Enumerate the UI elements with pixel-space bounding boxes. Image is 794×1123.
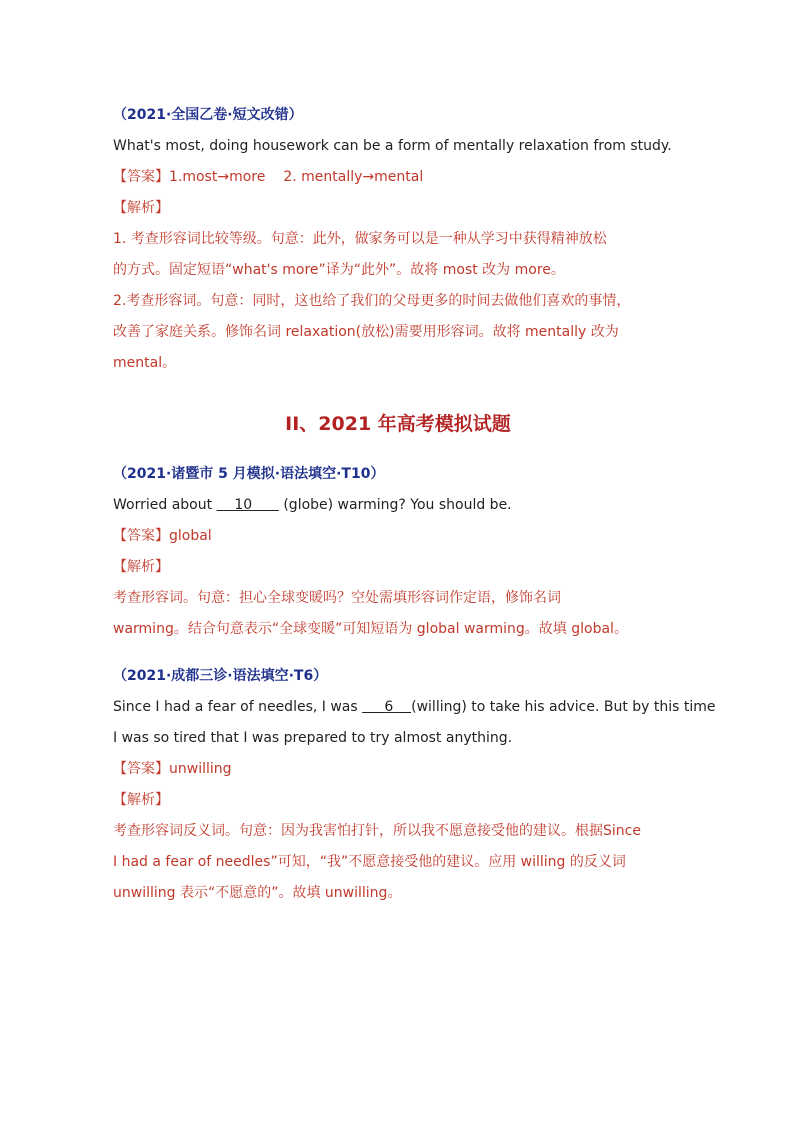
text-run: 。结合句意表示“全球变暖”可知短语为 bbox=[173, 621, 417, 637]
q3-source: （2021·成都三诊·语法填空·T6） bbox=[113, 668, 328, 684]
q1-answer-1: 1.most→more bbox=[169, 169, 266, 185]
q3-analysis-line1 bbox=[113, 816, 683, 847]
q1-analysis-2-line3 bbox=[113, 348, 683, 379]
text-run: 。 bbox=[550, 262, 565, 278]
q2-analysis-line2 bbox=[113, 614, 683, 645]
word-since: Since bbox=[603, 823, 641, 839]
word-global: global bbox=[571, 621, 614, 637]
q1-source: （2021·全国乙卷·短文改错） bbox=[113, 107, 303, 123]
text-run: 的反义词 bbox=[565, 854, 626, 870]
text-run: 。 bbox=[613, 621, 628, 637]
q1-analysis-label: 【解析】 bbox=[113, 200, 169, 216]
text-run: ”可知，“我”不愿意接受他的建议。应用 bbox=[270, 854, 521, 870]
q2-answer bbox=[113, 521, 683, 552]
q1-analysis-1-line2 bbox=[113, 255, 683, 286]
q2-sentence bbox=[113, 490, 683, 521]
blank-number: 6 bbox=[384, 699, 394, 715]
text-run: 考查形容词反义词。句意：因为我害怕打针，所以我不愿意接受他的建议。根据 bbox=[113, 823, 603, 839]
text-run: 改为 bbox=[586, 324, 619, 340]
text-run: 。 bbox=[387, 885, 402, 901]
word-unwilling-answer: unwilling bbox=[324, 885, 388, 901]
word-relaxation: relaxation bbox=[285, 324, 356, 340]
q1-analysis-2-line2 bbox=[113, 317, 683, 348]
q1-answer-label: 【答案】 bbox=[113, 169, 169, 185]
q1-analysis-2-line1: 2.考查形容词。句意：同时，这也给了我们的父母更多的时间去做他们喜欢的事情， bbox=[113, 293, 631, 309]
text-run: ”译为“此外”。故将 bbox=[318, 262, 443, 278]
answer-blank bbox=[217, 490, 279, 521]
answer-blank bbox=[362, 692, 411, 723]
q1-sentence: What's most, doing housework can be a form of mentally relaxation from study. bbox=[113, 138, 672, 154]
q3-answer bbox=[113, 754, 683, 785]
q1-answer-2: 2. mentally→mental bbox=[283, 169, 424, 185]
word-willing: willing bbox=[520, 854, 566, 870]
text-run: Since I had a fear of needles, I was bbox=[113, 699, 363, 715]
word-mentally: mentally bbox=[525, 324, 587, 340]
word-more: more bbox=[514, 262, 551, 278]
q1-analysis-1-line1: 1. 考查形容词比较等级。句意：此外，做家务可以是一种从学习中获得精神放松 bbox=[113, 231, 607, 247]
text-run: (willing) to take his advice. But by this time bbox=[411, 699, 716, 715]
word-mental: mental bbox=[113, 355, 163, 371]
q3-sentence-line2: I was so tired that I was prepared to try almost anything. bbox=[113, 730, 513, 746]
text-run: 的方式。固定短语“ bbox=[113, 262, 233, 278]
text-run: 表示“不愿意的”。故填 bbox=[175, 885, 325, 901]
q2-analysis-label: 【解析】 bbox=[113, 559, 169, 575]
q1-answer bbox=[113, 162, 683, 193]
q3-sentence-line1 bbox=[113, 692, 716, 723]
phrase-fear-of-needles: I had a fear of needles bbox=[113, 854, 271, 870]
text-run: 。故填 bbox=[524, 621, 572, 637]
q2-source: （2021·诸暨市 5 月模拟·语法填空·T10） bbox=[113, 466, 385, 482]
q3-answer-label: 【答案】 bbox=[113, 761, 169, 777]
q3-analysis-line2 bbox=[113, 847, 683, 878]
text-run: 改善了家庭关系。修饰名词 bbox=[113, 324, 286, 340]
q3-analysis-label: 【解析】 bbox=[113, 792, 169, 808]
q2-answer-label: 【答案】 bbox=[113, 528, 169, 544]
q3-answer-value: unwilling bbox=[169, 761, 232, 777]
text-run: 。 bbox=[162, 355, 177, 371]
document-body bbox=[113, 100, 716, 909]
q2-analysis-line1: 考查形容词。句意：担心全球变暖吗？空处需填形容词作定语，修饰名词 bbox=[113, 590, 561, 606]
word-most: most bbox=[442, 262, 478, 278]
text-run: Worried about bbox=[113, 497, 217, 513]
q3-analysis-line3 bbox=[113, 878, 683, 909]
text-run: (放松)需要用形容词。故将 bbox=[355, 324, 526, 340]
word-unwilling: unwilling bbox=[113, 885, 176, 901]
section-title: II、2021 年高考模拟试题 bbox=[285, 413, 511, 435]
blank-number: 10 bbox=[234, 497, 253, 513]
phrase-whats-more: what's more bbox=[232, 262, 319, 278]
q2-answer-value: global bbox=[169, 528, 212, 544]
word-warming: warming bbox=[113, 621, 174, 637]
text-run: 改为 bbox=[477, 262, 515, 278]
text-run: (globe) warming? You should be. bbox=[278, 497, 512, 513]
phrase-global-warming: global warming bbox=[416, 621, 525, 637]
